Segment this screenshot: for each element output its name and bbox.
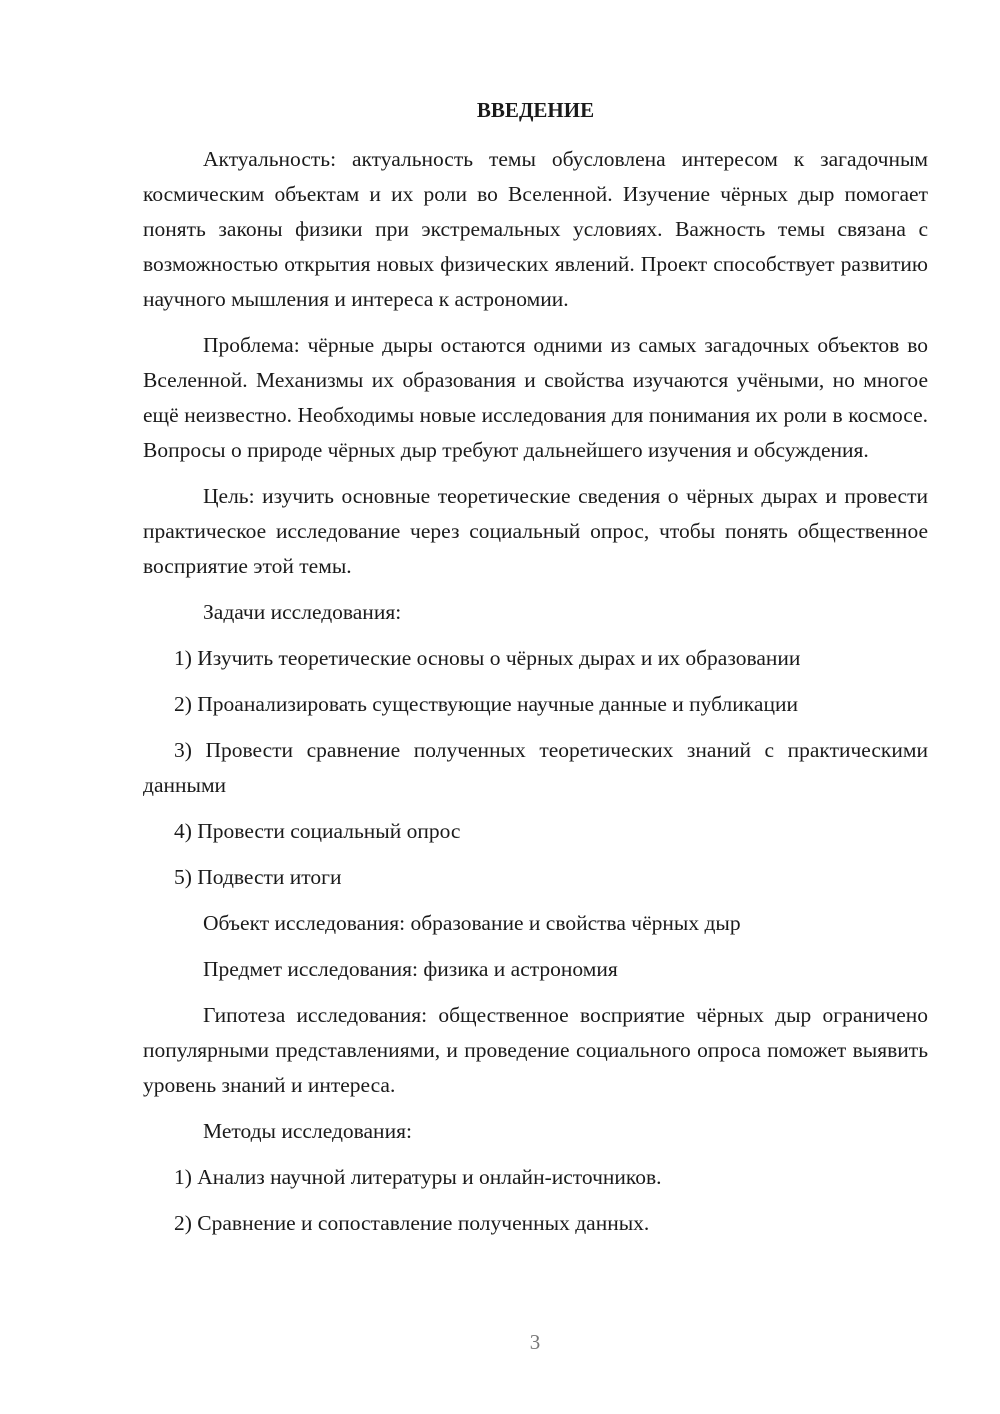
task-item-1: 1) Изучить теоретические основы о чёрных дырах и их образовании (174, 646, 801, 670)
task-item-3: 3) Провести сравнение полученных теоретических знаний с практическими данными (143, 738, 928, 797)
paragraph-subject: Предмет исследования: физика и астрономия (203, 957, 618, 981)
task-item-4: 4) Провести социальный опрос (174, 819, 461, 843)
paragraph-relevance: Актуальность: актуальность темы обусловлена интересом к загадочным космическим объектам и их роли во Вселенной. Изучение чёрных дыр помогает понять законы физики при экстремальных условиях. Важность темы связана с возможностью открытия новых физических явлений. Проект способствует развитию научного мышления и интереса к астрономии. (143, 147, 928, 311)
task-item-2: 2) Проанализировать существующие научные данные и публикации (174, 692, 798, 716)
page-number: 3 (529, 1330, 541, 1354)
paragraph-problem: Проблема: чёрные дыры остаются одними из самых загадочных объектов во Вселенной. Механизмы их образования и свойства изучаются учёными, но многое ещё неизвестно. Необходимы новые исследования для понимания их роли в космосе. Вопросы о природе чёрных дыр требуют дальнейшего изучения и обсуждения. (143, 333, 928, 462)
tasks-heading: Задачи исследования: (203, 600, 402, 624)
paragraph-hypothesis: Гипотеза исследования: общественное восприятие чёрных дыр ограничено популярными представлениями, и проведение социального опроса поможет выявить уровень знаний и интереса. (143, 1003, 928, 1097)
page-title: ВВЕДЕНИЕ (476, 98, 595, 122)
methods-heading: Методы исследования: (203, 1119, 412, 1143)
paragraph-goal: Цель: изучить основные теоретические сведения о чёрных дырах и провести практическое исследование через социальный опрос, чтобы понять общественное восприятие этой темы. (143, 484, 928, 578)
method-item-2: 2) Сравнение и сопоставление полученных данных. (174, 1211, 650, 1235)
method-item-1: 1) Анализ научной литературы и онлайн-источников. (174, 1165, 662, 1189)
page-content (143, 93, 928, 1252)
paragraph-object: Объект исследования: образование и свойства чёрных дыр (203, 911, 741, 935)
task-item-5: 5) Подвести итоги (174, 865, 342, 889)
